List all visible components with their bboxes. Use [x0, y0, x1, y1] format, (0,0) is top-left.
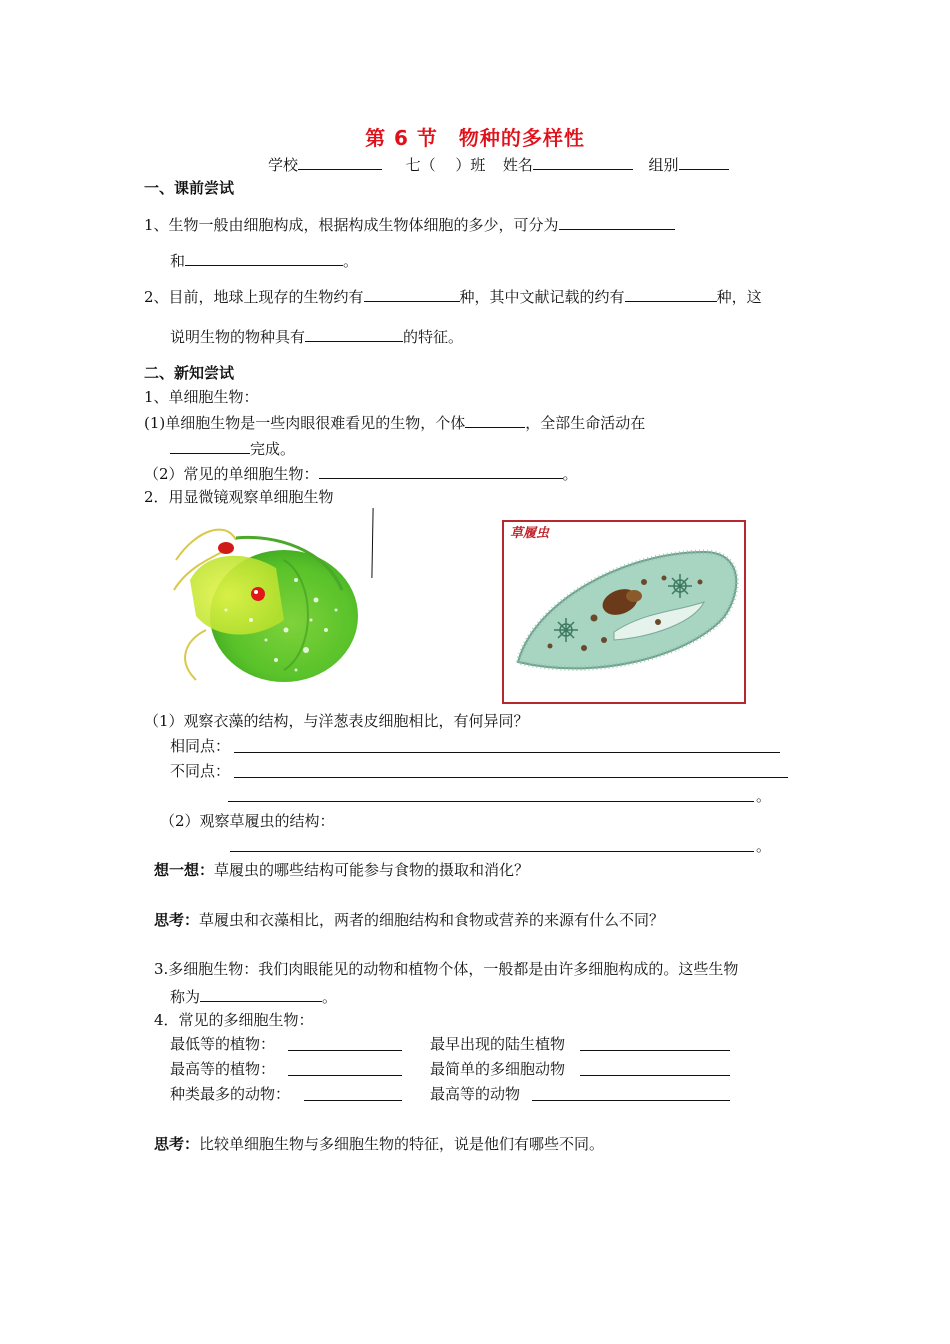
- q1-line: [144, 213, 675, 235]
- page-title: 第 6 节 物种的多样性: [365, 126, 585, 150]
- school-blank[interactable]: [298, 153, 382, 170]
- name-label: 姓名: [502, 156, 533, 174]
- s1-1-blank-1[interactable]: [465, 411, 525, 428]
- diff-end: 。: [756, 787, 772, 805]
- s3-text-b: 称为: [170, 988, 201, 1006]
- group-label: 组别: [648, 156, 679, 174]
- list-blank-right[interactable]: [580, 1050, 730, 1051]
- q2-text-e: 的特征。: [403, 328, 464, 346]
- same-answer-line[interactable]: [234, 752, 780, 753]
- diff-answer-line-2[interactable]: [228, 801, 754, 802]
- ponder1-line: [154, 910, 664, 930]
- diff-label: 不同点：: [170, 762, 231, 780]
- ponder2-line: [154, 1134, 604, 1154]
- school-label: 学校: [268, 156, 299, 174]
- obs2-answer-line[interactable]: [230, 851, 754, 852]
- s4-title: 4．常见的多细胞生物：: [154, 1011, 314, 1029]
- s3-end: 。: [322, 988, 338, 1006]
- s2-title: 2．用显微镜观察单细胞生物: [144, 488, 334, 506]
- ponder1-label: 思考：: [154, 911, 200, 929]
- q1-blank-1[interactable]: [559, 213, 675, 230]
- s1-2-end: 。: [562, 465, 578, 483]
- obs2-end: 。: [756, 837, 772, 855]
- s1-1-blank-2[interactable]: [170, 437, 250, 454]
- ponder1-text: 草履虫和衣藻相比，两者的细胞结构和食物或营养的来源有什么不同？: [199, 911, 665, 929]
- list-item-right: 最早出现的陆生植物: [430, 1035, 566, 1053]
- list-blank-left[interactable]: [288, 1050, 402, 1051]
- paramecium-label: 草履虫: [510, 526, 550, 541]
- obs1-title: （1）观察衣藻的结构，与洋葱表皮细胞相比，有何异同？: [144, 712, 529, 730]
- grade-label: 七（ ）班: [405, 156, 486, 174]
- s1-2-blank[interactable]: [319, 462, 563, 479]
- q1-and: 和: [170, 252, 186, 270]
- divider-mark: [371, 508, 373, 578]
- group-blank[interactable]: [679, 153, 729, 170]
- diff-answer-line-1[interactable]: [234, 777, 788, 778]
- section2-heading: 二、新知尝试: [144, 364, 235, 382]
- s1-1-line-2: [170, 437, 295, 459]
- s1-1-text-b: ，全部生命活动在: [525, 414, 646, 432]
- q2-blank-1[interactable]: [364, 285, 460, 302]
- list-blank-right[interactable]: [580, 1075, 730, 1076]
- q2-line: [144, 285, 762, 307]
- s1-2-line: [144, 462, 578, 484]
- same-label: 相同点：: [170, 737, 231, 755]
- chlamydomonas-image: [166, 520, 362, 688]
- list-blank-left[interactable]: [288, 1075, 402, 1076]
- s1-title: 1、单细胞生物：: [144, 388, 259, 406]
- header-info: [268, 153, 729, 175]
- section1-heading: 一、课前尝试: [144, 179, 235, 197]
- q2-blank-3[interactable]: [305, 325, 403, 342]
- q1-blank-2[interactable]: [185, 249, 343, 266]
- s3-line: 3.多细胞生物：我们肉眼能见的动物和植物个体，一般都是由许多细胞构成的。这些生物: [154, 960, 739, 978]
- think1-line: [154, 860, 529, 880]
- q1-text: 1、生物一般由细胞构成，根据构成生物体细胞的多少，可分为: [144, 216, 559, 234]
- s1-1-line: [144, 411, 645, 433]
- think1-text: 草履虫的哪些结构可能参与食物的摄取和消化？: [214, 861, 530, 879]
- list-blank-right[interactable]: [532, 1100, 730, 1101]
- s1-1-text-a: (1)单细胞生物是一些肉眼很难看见的生物，个体: [144, 414, 466, 432]
- list-item-left: 种类最多的动物：: [170, 1085, 291, 1103]
- list-blank-left[interactable]: [304, 1100, 402, 1101]
- list-item-right: 最简单的多细胞动物: [430, 1060, 566, 1078]
- name-blank[interactable]: [533, 153, 633, 170]
- q2-text-d: 说明生物的物种具有: [170, 328, 306, 346]
- s1-1-text-c: 完成。: [250, 440, 296, 458]
- obs2-title: （2）观察草履虫的结构：: [160, 812, 335, 830]
- q1-line-2: [170, 249, 358, 271]
- q2-text-a: 2、目前，地球上现存的生物约有: [144, 288, 364, 306]
- q2-blank-2[interactable]: [625, 285, 717, 302]
- paramecium-image: [502, 520, 746, 704]
- q2-line-2: [170, 325, 463, 347]
- s3-blank[interactable]: [200, 985, 322, 1002]
- s3-line-2: [170, 985, 337, 1007]
- q2-text-c: 种，这: [716, 288, 762, 306]
- ponder2-label: 思考：: [154, 1135, 200, 1153]
- s1-2-text: （2）常见的单细胞生物：: [144, 465, 319, 483]
- q2-text-b: 种，其中文献记载的约有: [459, 288, 625, 306]
- list-item-left: 最高等的植物：: [170, 1060, 276, 1078]
- think1-label: 想一想：: [154, 861, 215, 879]
- ponder2-text: 比较单细胞生物与多细胞生物的特征，说是他们有哪些不同。: [199, 1135, 605, 1153]
- list-item-right: 最高等的动物: [430, 1085, 521, 1103]
- list-item-left: 最低等的植物：: [170, 1035, 276, 1053]
- q1-end: 。: [343, 252, 359, 270]
